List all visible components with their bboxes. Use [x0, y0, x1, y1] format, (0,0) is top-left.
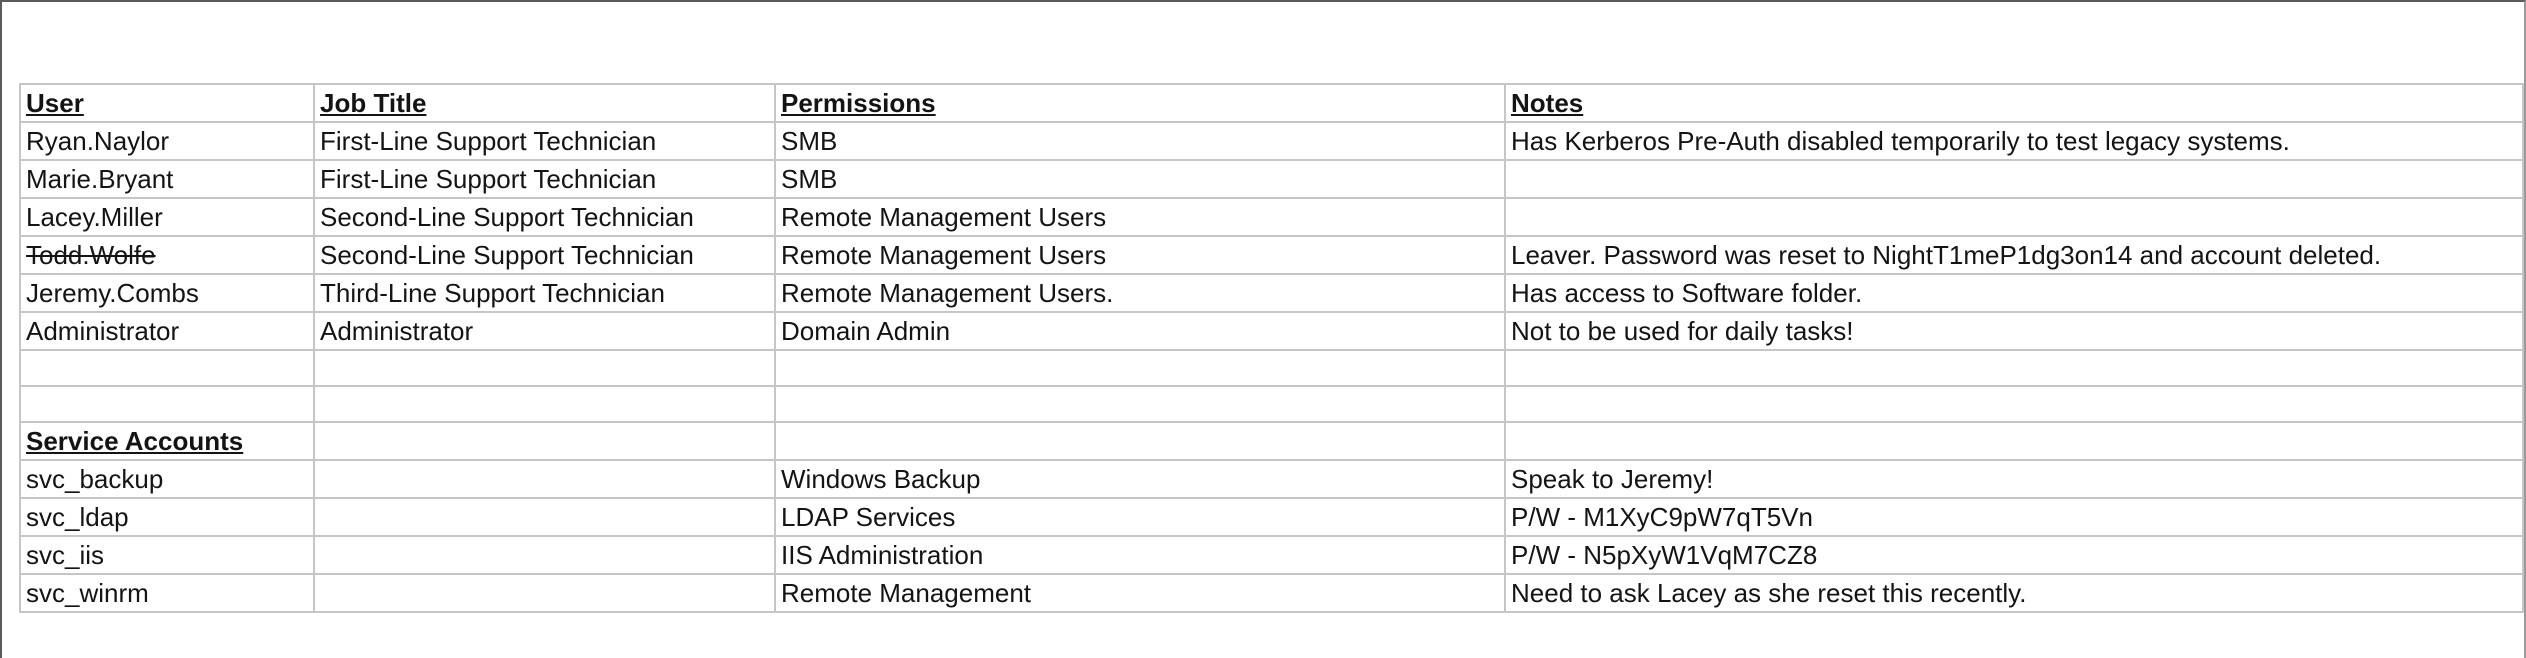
table-row — [20, 498, 2523, 536]
cell-job-title[interactable] — [314, 574, 775, 612]
table-row — [20, 198, 2523, 236]
table-row — [20, 160, 2523, 198]
cell-notes[interactable]: Has Kerberos Pre-Auth disabled temporarily to test legacy systems. — [1505, 122, 2523, 160]
cell-notes[interactable]: P/W - M1XyC9pW7qT5Vn — [1505, 498, 2523, 536]
cell-job-title[interactable] — [314, 498, 775, 536]
cell-permissions[interactable]: Remote Management Users — [775, 198, 1505, 236]
cell-job-title[interactable] — [314, 536, 775, 574]
header-row — [20, 84, 2523, 122]
table-row — [20, 312, 2523, 350]
cell-user[interactable]: svc_ldap — [20, 498, 314, 536]
user-accounts-table — [19, 83, 2524, 613]
cell-job-title[interactable] — [314, 460, 775, 498]
cell-permissions[interactable]: Remote Management Users — [775, 236, 1505, 274]
empty-cell[interactable] — [314, 350, 775, 386]
cell-notes[interactable]: Leaver. Password was reset to NightT1meP1dg3on14 and account deleted. — [1505, 236, 2523, 274]
cell-permissions[interactable]: Remote Management Users. — [775, 274, 1505, 312]
cell-notes[interactable]: Has access to Software folder. — [1505, 274, 2523, 312]
empty-cell[interactable] — [775, 350, 1505, 386]
cell-user[interactable]: Administrator — [20, 312, 314, 350]
cell-job-title[interactable]: First-Line Support Technician — [314, 122, 775, 160]
cell-user[interactable]: Lacey.Miller — [20, 198, 314, 236]
header-job-title[interactable]: Job Title — [314, 84, 775, 122]
cell-user[interactable]: Jeremy.Combs — [20, 274, 314, 312]
empty-cell[interactable] — [775, 422, 1505, 460]
empty-cell[interactable] — [20, 386, 314, 422]
table-row — [20, 536, 2523, 574]
service-accounts-heading[interactable]: Service Accounts — [20, 422, 314, 460]
service-accounts-heading-row — [20, 422, 2523, 460]
cell-job-title[interactable]: Third-Line Support Technician — [314, 274, 775, 312]
header-user[interactable]: User — [20, 84, 314, 122]
empty-cell[interactable] — [1505, 350, 2523, 386]
cell-permissions[interactable]: SMB — [775, 160, 1505, 198]
cell-user[interactable]: svc_winrm — [20, 574, 314, 612]
cell-permissions[interactable]: Windows Backup — [775, 460, 1505, 498]
cell-job-title[interactable]: First-Line Support Technician — [314, 160, 775, 198]
empty-cell[interactable] — [314, 422, 775, 460]
cell-notes[interactable]: Speak to Jeremy! — [1505, 460, 2523, 498]
cell-notes[interactable] — [1505, 160, 2523, 198]
table-row — [20, 236, 2523, 274]
empty-row — [20, 350, 2523, 386]
cell-permissions[interactable]: Remote Management — [775, 574, 1505, 612]
empty-row — [20, 386, 2523, 422]
table-row — [20, 122, 2523, 160]
cell-permissions[interactable]: LDAP Services — [775, 498, 1505, 536]
cell-notes[interactable]: P/W - N5pXyW1VqM7CZ8 — [1505, 536, 2523, 574]
cell-job-title[interactable]: Second-Line Support Technician — [314, 236, 775, 274]
empty-cell[interactable] — [1505, 386, 2523, 422]
empty-cell[interactable] — [1505, 422, 2523, 460]
cell-permissions[interactable]: SMB — [775, 122, 1505, 160]
cell-notes[interactable] — [1505, 198, 2523, 236]
table-row — [20, 274, 2523, 312]
cell-user[interactable]: Marie.Bryant — [20, 160, 314, 198]
cell-notes[interactable]: Not to be used for daily tasks! — [1505, 312, 2523, 350]
cell-user-struck[interactable]: Todd.Wolfe — [20, 236, 314, 274]
cell-user[interactable]: svc_iis — [20, 536, 314, 574]
cell-user[interactable]: svc_backup — [20, 460, 314, 498]
cell-job-title[interactable]: Second-Line Support Technician — [314, 198, 775, 236]
cell-permissions[interactable]: Domain Admin — [775, 312, 1505, 350]
cell-job-title[interactable]: Administrator — [314, 312, 775, 350]
cell-notes[interactable]: Need to ask Lacey as she reset this recently. — [1505, 574, 2523, 612]
cell-user[interactable]: Ryan.Naylor — [20, 122, 314, 160]
empty-cell[interactable] — [20, 350, 314, 386]
header-notes[interactable]: Notes — [1505, 84, 2523, 122]
header-permissions[interactable]: Permissions — [775, 84, 1505, 122]
cell-permissions[interactable]: IIS Administration — [775, 536, 1505, 574]
table-row — [20, 574, 2523, 612]
empty-cell[interactable] — [775, 386, 1505, 422]
empty-cell[interactable] — [314, 386, 775, 422]
table-row — [20, 460, 2523, 498]
